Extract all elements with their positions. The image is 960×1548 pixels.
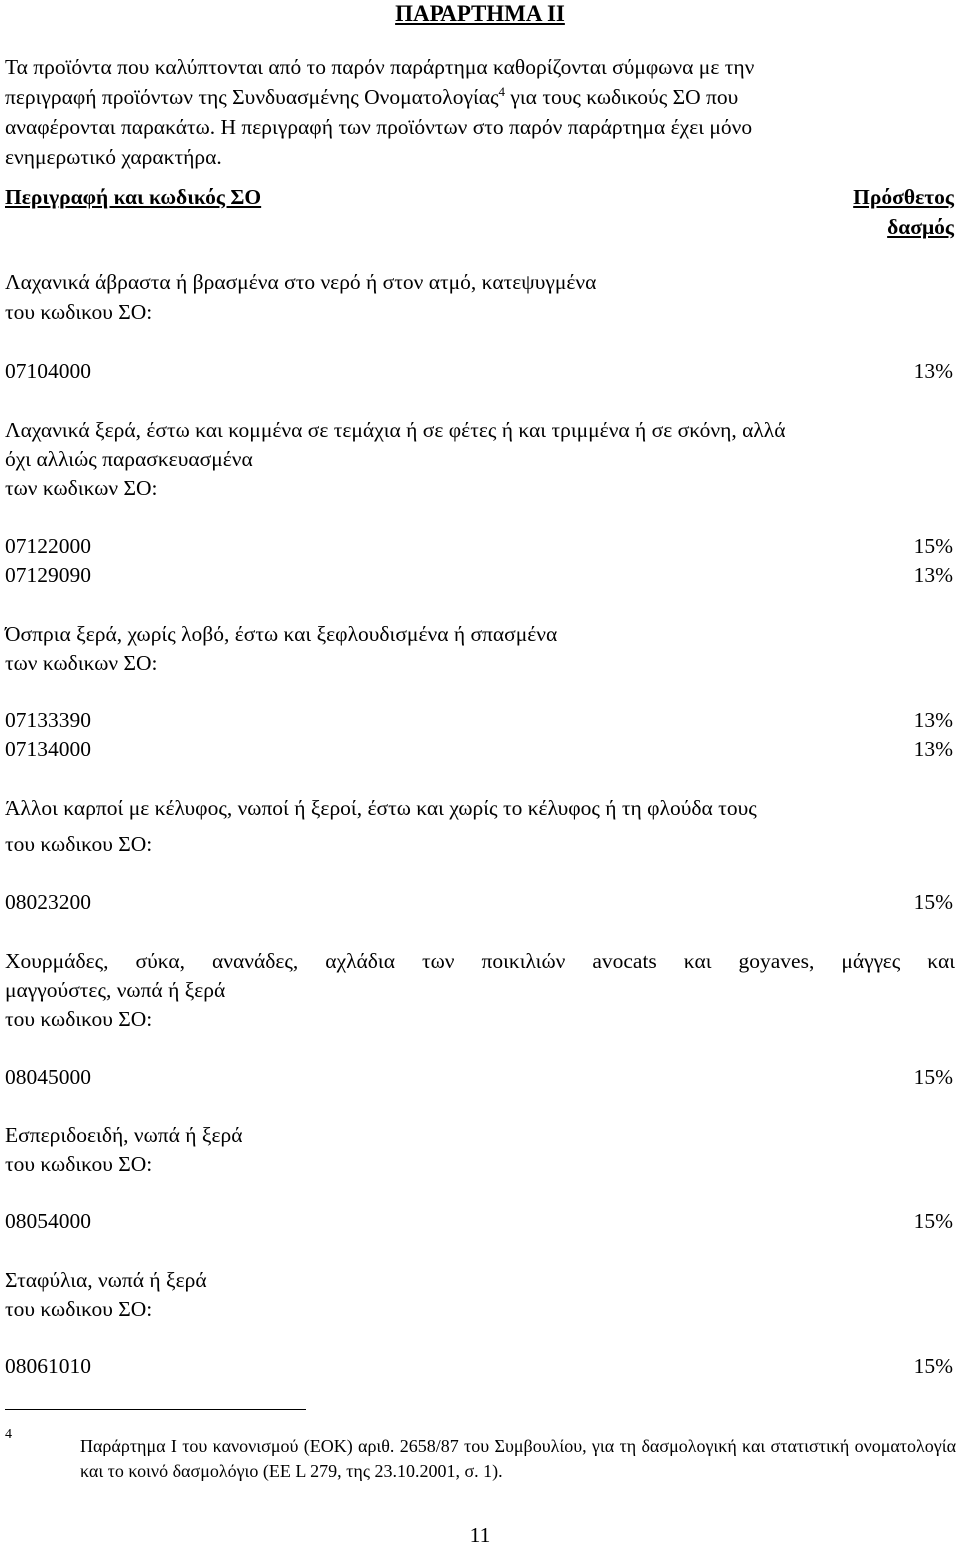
cn-code: 07129090 — [5, 563, 91, 587]
code-row — [5, 1351, 953, 1381]
cn-code: 07134000 — [5, 737, 91, 761]
footnote-text: Παράρτημα Ι του κανονισμού (ΕΟΚ) αριθ. 2658/87 του Συμβουλίου, για τη δασμολογική και στατιστική ονοματολογία και το κοινό δασμολόγιο (ΕΕ L 279, της 23.10.2001, σ. 1). — [80, 1436, 956, 1481]
cn-code: 08054000 — [5, 1209, 91, 1233]
intro-text: για τους κωδικούς ΣΟ που — [505, 85, 739, 109]
section-description: Σταφύλια, νωπά ή ξερά — [5, 1268, 207, 1292]
section-description: όχι αλλιώς παρασκευασμένα — [5, 447, 253, 471]
section-description: των κωδικων ΣΟ: — [5, 651, 158, 675]
section-description: των κωδικων ΣΟ: — [5, 476, 158, 500]
footnote-reference[interactable]: 4 — [498, 83, 506, 99]
section-description: Λαχανικά ξερά, έστω και κομμένα σε τεμάχια ή σε φέτες ή και τριμμένα ή σε σκόνη, αλλά — [5, 418, 786, 442]
code-row — [5, 560, 953, 590]
section-description: Εσπεριδοειδή, νωπά ή ξερά — [5, 1123, 243, 1147]
cn-code: 07104000 — [5, 359, 91, 383]
page-title: ΠΑΡΑΡΤΗΜΑ ΙΙ — [395, 1, 565, 26]
section-description: του κωδικου ΣΟ: — [5, 832, 153, 856]
column-header-duty-line: Πρόσθετος — [853, 185, 954, 209]
code-row — [5, 705, 953, 735]
code-row — [5, 531, 953, 561]
intro-text: περιγραφή προϊόντων της Συνδυασμένης Ονοματολογίας — [5, 85, 499, 109]
intro-line: ενημερωτικό χαρακτήρα. — [5, 145, 222, 169]
code-row — [5, 1206, 953, 1236]
additional-duty: 13% — [913, 708, 953, 732]
cn-code: 08045000 — [5, 1065, 91, 1089]
section-description: του κωδικου ΣΟ: — [5, 300, 153, 324]
cn-code: 07122000 — [5, 534, 91, 558]
section-description: του κωδικου ΣΟ: — [5, 1297, 153, 1321]
code-row — [5, 887, 953, 917]
column-header-description: Περιγραφή και κωδικός ΣΟ — [5, 185, 262, 209]
footnote-mark: 4 — [5, 1427, 12, 1442]
section-description: Χουρμάδες, σύκα, ανανάδες, αχλάδια των ποικιλιών avocats και goyaves, μάγγες και — [5, 949, 955, 973]
additional-duty: 15% — [913, 534, 953, 558]
code-row — [5, 734, 953, 764]
intro-line: Τα προϊόντα που καλύπτονται από το παρόν παράρτημα καθορίζονται σύμφωνα με την — [5, 55, 755, 79]
intro-line — [5, 82, 955, 112]
section-description: Λαχανικά άβραστα ή βρασμένα στο νερό ή στον ατμό, κατεψυγμένα — [5, 270, 597, 294]
additional-duty: 15% — [913, 1354, 953, 1378]
cn-code: 08023200 — [5, 890, 91, 914]
intro-paragraph — [5, 52, 955, 172]
additional-duty: 13% — [913, 359, 953, 383]
section-description: Όσπρια ξερά, χωρίς λοβό, έστω και ξεφλουδισμένα ή σπασμένα — [5, 622, 558, 646]
additional-duty: 13% — [913, 737, 953, 761]
code-row — [5, 356, 953, 386]
section-description: του κωδικου ΣΟ: — [5, 1152, 153, 1176]
intro-line: αναφέρονται παρακάτω. Η περιγραφή των προϊόντων στο παρόν παράρτημα έχει μόνο — [5, 115, 753, 139]
cn-code: 07133390 — [5, 708, 91, 732]
section-description: του κωδικου ΣΟ: — [5, 1007, 153, 1031]
additional-duty: 15% — [913, 1065, 953, 1089]
additional-duty: 15% — [913, 890, 953, 914]
code-row — [5, 1062, 953, 1092]
footnote-separator — [5, 1409, 306, 1410]
column-header-duty-line: δασμός — [887, 215, 954, 239]
additional-duty: 13% — [913, 563, 953, 587]
column-header-duty — [834, 182, 954, 242]
additional-duty: 15% — [913, 1209, 953, 1233]
section-description: Άλλοι καρποί με κέλυφος, νωποί ή ξεροί, έστω και χωρίς το κέλυφος ή τη φλούδα τους — [5, 796, 757, 820]
section-description: μαγγούστες, νωπά ή ξερά — [5, 978, 226, 1002]
cn-code: 08061010 — [5, 1354, 91, 1378]
page-number: 11 — [469, 1523, 491, 1547]
